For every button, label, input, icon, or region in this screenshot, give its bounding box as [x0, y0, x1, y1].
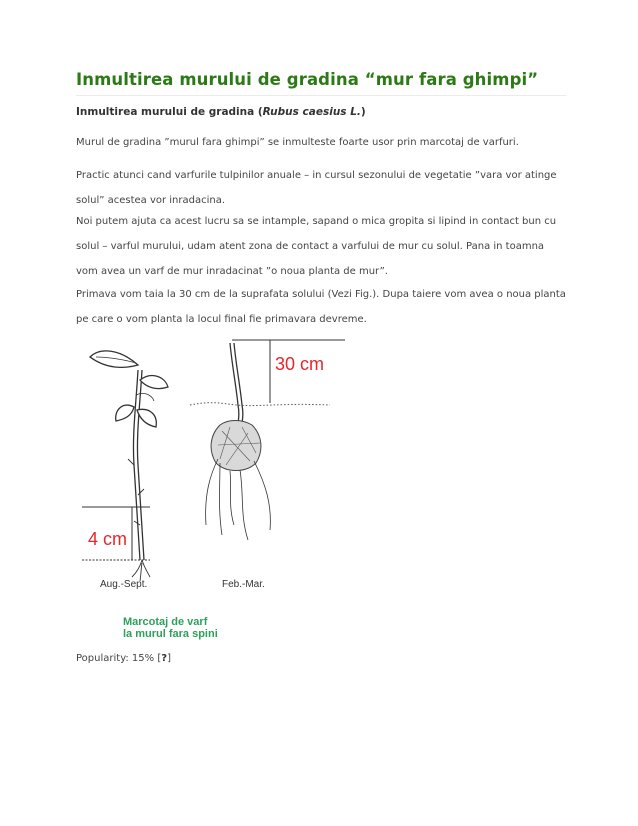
popularity-help-link[interactable]: ? [161, 653, 168, 664]
figure-title-line-1: Marcotaj de varf [123, 616, 208, 628]
right-plant-drawing [206, 343, 271, 540]
paragraph-2: Practic atunci cand varfurile tulpinilor anuale – in cursul sezonului de vegetatie ”vara vor atinge solul” acestea vor inradacina. [76, 170, 557, 206]
soil-line [190, 403, 330, 406]
subtitle-prefix: Inmultirea murului de gradina ( [76, 106, 263, 118]
article-subtitle [76, 106, 366, 118]
popularity-close: ] [167, 653, 171, 664]
subtitle-suffix: ) [360, 106, 366, 118]
paragraph-4: Primava vom taia la 30 cm de la suprafata solului (Vezi Fig.). Dupa taiere vom avea o noua planta pe care o vom planta la locul final fie primavara devreme. [76, 289, 566, 325]
popularity-line [76, 653, 171, 664]
paragraph-1: Murul de gradina ”murul fara ghimpi” se inmulteste foarte usor prin marcotaj de varfuri. [76, 137, 519, 148]
subtitle-latin-name: Rubus caesius L. [262, 106, 361, 118]
figure-title-line-2: la murul fara spini [123, 628, 218, 640]
page-title: Inmultirea murului de gradina “mur fara ghimpi” [76, 70, 566, 96]
label-30cm: 30 cm [275, 354, 325, 374]
popularity-label: Popularity: 15% [ [76, 653, 162, 664]
label-4cm: 4 cm [88, 529, 128, 549]
caption-feb-mar: Feb.-Mar. [222, 579, 265, 590]
tip-layering-figure [70, 335, 370, 645]
caption-aug-sept: Aug.-Sept. [100, 579, 148, 590]
paragraph-3: Noi putem ajuta ca acest lucru sa se intample, sapand o mica gropita si lipind in contact bun cu solul – varful murului, udam atent zona de contact a varfului de mur cu solul. Pana in toamna vom avea un varf de mur inradacinat ”o noua planta de mur”. [76, 216, 557, 277]
